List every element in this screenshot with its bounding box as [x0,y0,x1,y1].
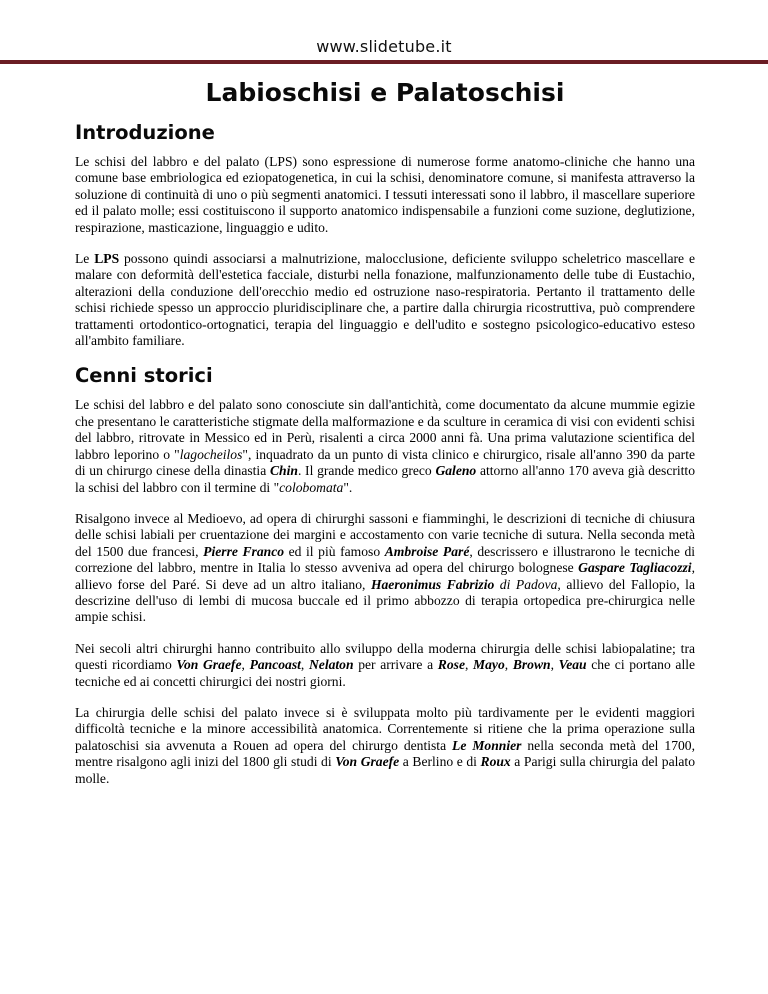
name-pierre-franco: Pierre Franco [203,543,285,559]
name-brown: Brown [512,657,551,673]
lps-term: LPS [94,251,120,267]
document-body [75,78,695,802]
name-mayo: Mayo [473,657,505,673]
name-rose: Rose [437,657,465,673]
section-heading-cenni-storici: Cenni storici [75,364,213,388]
history-paragraph-4: La chirurgia delle schisi del palato invece si è sviluppata molto più tardivamente per le evidenti maggiori difficoltà tecniche e la minore accessibilità anatomica. Correntemente si ritiene che la prima operazione sulla palatoschisi sia avvenuta a Rouen ad opera del chirurgo dentista Le Monnier nella seconda metà del 1700, mentre risalgono agli inizi del 1800 gli studi di Von Graefe a Berlino e di Roux a Parigi sulla chirurgia del palato molle. [75,704,695,786]
term-colobomata: colobomata [279,479,344,495]
name-von-graefe: Von Graefe [176,657,242,673]
section-heading-introduzione: Introduzione [75,121,215,144]
name-nelaton: Nelaton [308,657,354,673]
intro-paragraph-1: Le schisi del labbro e del palato (LPS) sono espressione di numerose forme anatomo-cliniche che hanno una comune base embriologica ed eziopatogenetica, in cui la schisi, denominatore comune, si manifesta attraverso la soluzione di continuità di uno o più segmenti anatomici. I tessuti interessati sono il labbro, il mascellare superiore ed il palato molle; essi costituiscono il supporto anatomico indispensabile a funzioni come suzione, deglutizione, respirazione, masticazione, linguaggio e udito. [75,154,695,235]
name-le-monnier: Le Monnier [452,737,522,753]
name-veau: Veau [558,657,587,673]
place-padova: di Padova [494,576,558,592]
history-paragraph-2: Risalgono invece al Medioevo, ad opera di chirurghi sassoni e fiamminghi, le descrizioni di tecniche di chiusura delle schisi labiali per cruentazione dei margini e accostamento con varie tecniche di sutura. Nella seconda metà del 1500 due francesi, Pierre Franco ed il più famoso Ambroise Paré, descrissero e illustrarono le tecniche di correzione del labbro, mentre in Italia lo stesso avveniva ad opera del chirurgo bolognese Gaspare Tagliacozzi, allievo forse del Paré. Si deve ad un altro italiano, Haeronimus Fabrizio di Padova, allievo del Fallopio, la descrizine dell'uso di lembi di mucosa buccale ed il primo abbozzo di terapia ortopedica pre-chirurgica nelle ampie schisi. [75,510,696,625]
intro-paragraph-2: Le LPS possono quindi associarsi a malnutrizione, malocclusione, deficiente sviluppo scheletrico mascellare e malare con deformità dell'estetica facciale, disturbi nella fonazione, malfunzionamento delle tube di Eustachio, alterazioni della conduzione dell'orecchio medio ed ostruzione naso-respiratoria. Pertanto il trattamento delle schisi richiede spesso un approccio pluridisciplinare che, a partire dalla chirurgia ricostruttiva, può comprendere trattamenti ortodontico-ortognatici, terapia del linguaggio e dell'udito e sostegno psicologico-educativo esteso all'ambito familiare. [75,251,695,349]
name-haeronimus-fabrizio: Haeronimus Fabrizio [370,576,495,592]
name-ambroise-pare: Ambroise Paré [384,543,470,559]
history-paragraph-1: Le schisi del labbro e del palato sono conosciute sin dall'antichità, come documentato da alcune mummie egizie che presentano le caratteristiche stigmate della malformazione e da sculture in ceramica di visi con evidenti schisi del labbro, ritrovate in Messico ed in Perù, risalenti a circa 2000 anni fà. Una prima valutazione scientifica del labbro leporino o "lagocheilos", inquadrato da un punto di vista clinico e chirurgico, risale all'anno 390 da parte di un chirurgo cinese della dinastia Chin. Il grande medico greco Galeno attorno all'anno 170 aveva già descritto la schisi del labbro con il termine di "colobomata". [75,397,696,495]
name-galeno: Galeno [435,463,477,479]
name-gaspare-tagliacozzi: Gaspare Tagliacozzi [578,560,692,576]
name-pancoast: Pancoast [249,657,301,673]
term-lagocheilos: lagocheilos [179,446,243,462]
document-title: Labioschisi e Palatoschisi [205,78,565,107]
header-rule [0,60,768,64]
name-chin: Chin [269,463,298,479]
history-paragraph-3: Nei secoli altri chirurghi hanno contribuito allo sviluppo della moderna chirurgia delle schisi labiopalatine; tra questi ricordiamo Von Graefe, Pancoast, Nelaton per arrivare a Rose, Mayo, Brown, Veau che ci portano alle tecniche ed ai concetti chirurgici dei nostri giorni. [75,640,696,689]
name-von-graefe-2: Von Graefe [335,754,400,770]
site-url[interactable]: www.slidetube.it [316,37,452,56]
name-roux: Roux [480,754,511,770]
page-header [0,0,768,64]
